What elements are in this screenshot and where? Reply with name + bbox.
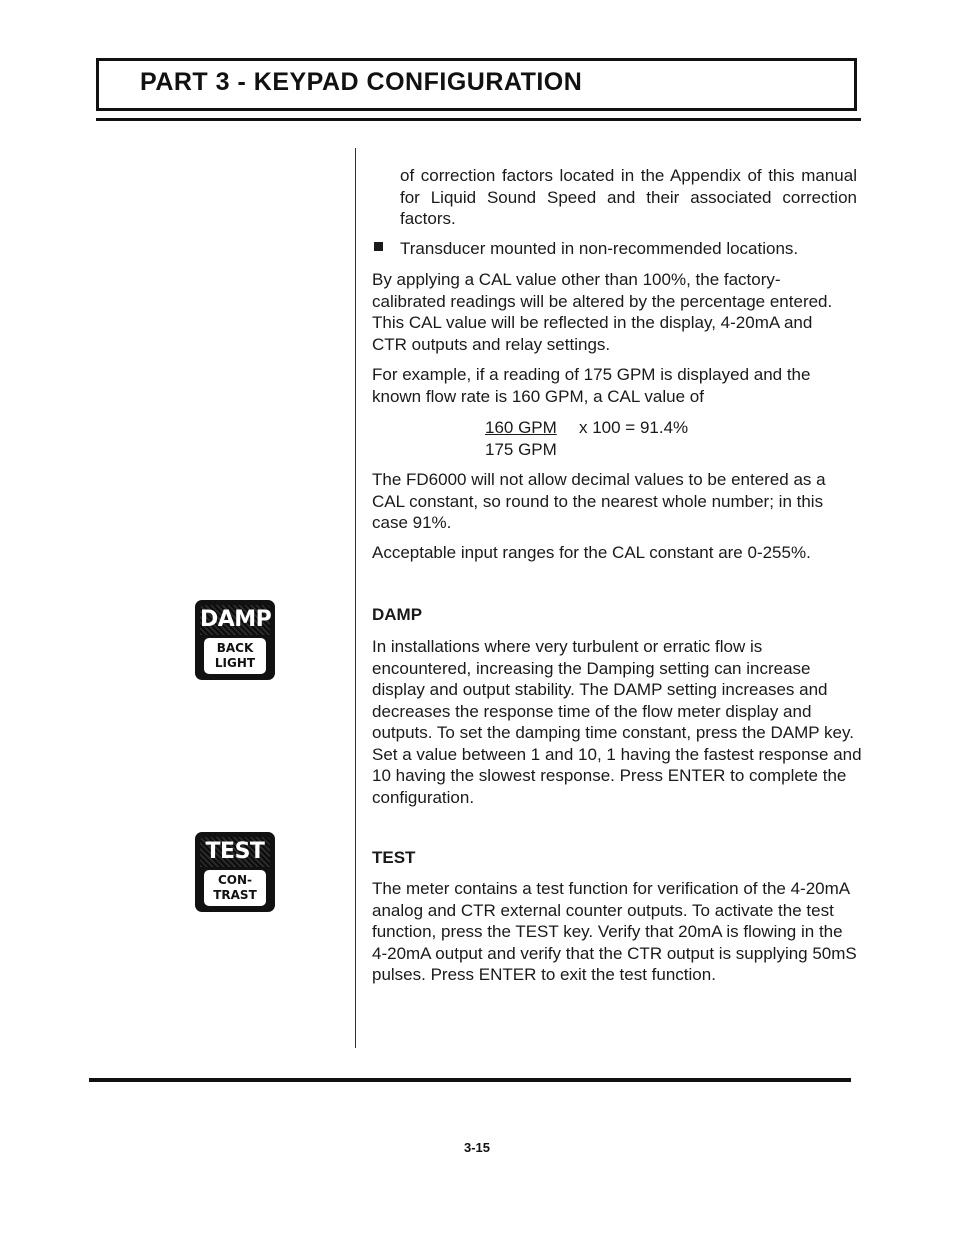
page-title: PART 3 - KEYPAD CONFIGURATION (140, 68, 583, 96)
example-paragraph: For example, if a reading of 175 GPM is displayed and the known flow rate is 160 GPM, a CAL value of (372, 365, 811, 406)
footer-rule (89, 1078, 851, 1082)
cal-paragraph: By applying a CAL value other than 100%, the factory-calibrated readings will be altered by the percentage entered. This CAL value will be reflected in the display, 4-20mA and CTR outputs and relay settings. (372, 270, 833, 354)
formula-numerator: 160 GPM (485, 418, 557, 437)
formula-result: x 100 = 91.4% (579, 418, 689, 437)
test-key-icon (195, 832, 275, 912)
test-key-label: TEST (200, 837, 270, 867)
damp-key-label: DAMP (200, 605, 270, 635)
bullet-item: Transducer mounted in non-recommended locations. (400, 239, 799, 258)
range-paragraph: Acceptable input ranges for the CAL constant are 0-255%. (372, 543, 811, 562)
column-divider (355, 148, 356, 1048)
damp-key-sublabel (204, 638, 266, 674)
damp-paragraph: In installations where very turbulent or erratic flow is encountered, increasing the Damping setting can increase display and output stability. The DAMP setting increases and decreases the response time of the flow meter display and outputs. To set the damping time constant, press the DAMP key. Set a value between 1 and 10, 1 having the fastest response and 10 having the slowest response. Press ENTER to complete the configuration. (372, 637, 862, 807)
test-heading: TEST (372, 848, 416, 867)
page-number: 3-15 (463, 1140, 491, 1155)
decimal-paragraph: The FD6000 will not allow decimal values to be entered as a CAL constant, so round to the nearest whole number; in this case 91%. (372, 470, 826, 532)
damp-key-sublabel-line2: LIGHT (214, 656, 256, 670)
test-key-sublabel (204, 870, 266, 906)
test-key-sublabel-line1: CON- (217, 873, 253, 887)
bullet-square-icon (374, 242, 383, 251)
intro-continued-paragraph: of correction factors located in the Appendix of this manual for Liquid Sound Speed and their associated correction factors. (400, 166, 857, 228)
formula-denominator: 175 GPM (485, 439, 557, 459)
header-rule (96, 118, 861, 121)
damp-key-icon (195, 600, 275, 680)
damp-key-sublabel-line1: BACK (216, 641, 254, 655)
damp-heading: DAMP (372, 605, 423, 624)
test-paragraph: The meter contains a test function for verification of the 4-20mA analog and CTR external counter outputs. To activate the test function, press the TEST key. Verify that 20mA is flowing in the 4-20mA output and verify that the CTR output is supplying 50mS pulses. Press ENTER to exit the test function. (372, 879, 857, 984)
test-key-sublabel-line2: TRAST (213, 888, 257, 902)
cal-formula (485, 417, 689, 460)
